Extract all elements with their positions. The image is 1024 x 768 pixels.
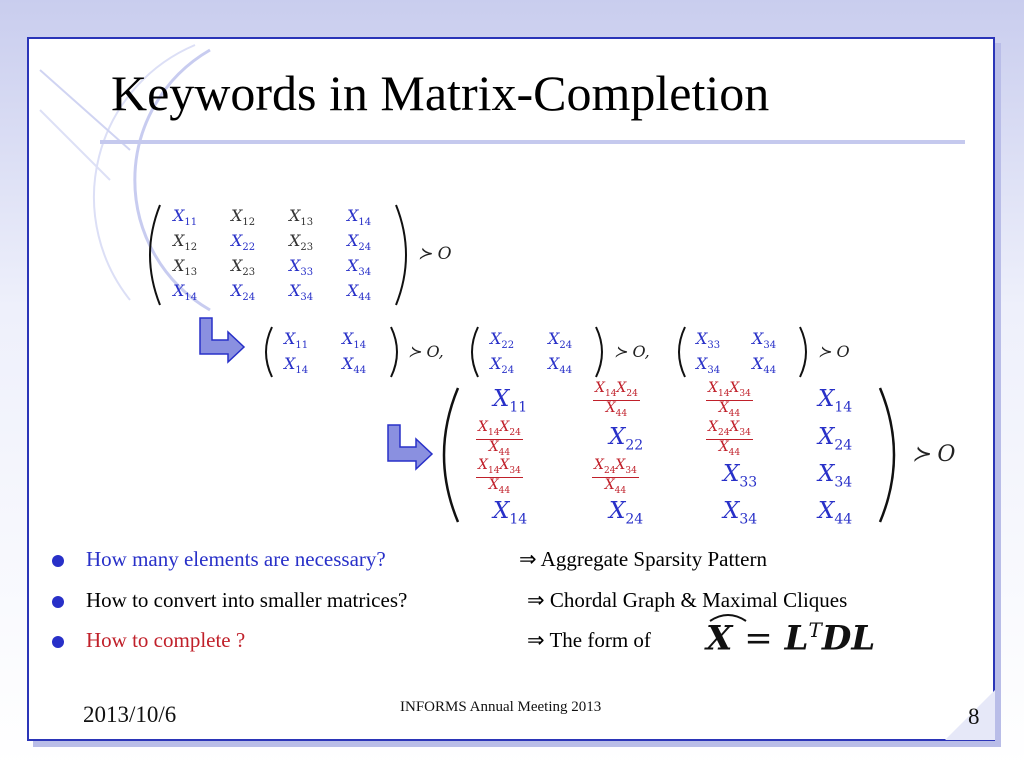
cell-x23-r: $X_{23}$ (231, 256, 256, 279)
sub1-cell: $X_{11}$ (284, 329, 309, 352)
sub3-cell: $X_{34}$ (696, 354, 721, 377)
comp-fraction: $\frac{X_{14}X_{24}}{X_{44}}$ (595, 380, 638, 419)
comp-fraction: $\frac{X_{14}X_{34}}{X_{44}}$ (708, 380, 751, 419)
bullet-dot (52, 636, 64, 648)
sub2-relation: ≻ O, (614, 342, 650, 361)
comp-x11: $X_{11}$ (493, 386, 528, 416)
bullet-question-1: How many elements are necessary? (86, 547, 386, 571)
comp-x22: $X_{22}$ (609, 424, 644, 454)
sub2-cell: $X_{22}$ (490, 329, 515, 352)
full-matrix-relation: ≻ O (418, 244, 452, 264)
sub2-cell: $X_{24}$ (548, 329, 573, 352)
cell-x24-r: $X_{24}$ (231, 281, 256, 304)
cell-x23: $X_{23}$ (289, 231, 314, 254)
cell-x12-r: $X_{12}$ (173, 231, 198, 254)
cell-x11: $X_{11}$ (173, 206, 198, 229)
cell-x34: $X_{34}$ (347, 256, 372, 279)
completed-relation: ≻ O (912, 442, 956, 467)
cell-x34-r: $X_{34}$ (289, 281, 314, 304)
bullet-answer-3: ⇒ The form of (527, 628, 651, 652)
bullet-dot (52, 596, 64, 608)
ldl-formula: $X = L^TDL$ (706, 618, 876, 659)
sub1-relation: ≻ O, (408, 342, 444, 361)
bullet-answer-1: ⇒ Aggregate Sparsity Pattern (519, 547, 767, 571)
cell-x33: $X_{33}$ (289, 256, 314, 279)
slide-title: Keywords in Matrix-Completion (111, 65, 770, 121)
sub3-cell: $X_{34}$ (752, 329, 777, 352)
page-number: 8 (968, 704, 980, 729)
cell-x13-r: $X_{13}$ (173, 256, 198, 279)
comp-fraction: $\frac{X_{24}X_{34}}{X_{44}}$ (708, 419, 751, 458)
bullet-dot (52, 555, 64, 567)
sub1-cell: $X_{44}$ (342, 354, 367, 377)
sub1-cell: $X_{14}$ (284, 354, 309, 377)
bullet-answer-2: ⇒ Chordal Graph & Maximal Cliques (527, 588, 848, 612)
comp-x34: $X_{34}$ (818, 461, 853, 491)
comp-x44: $X_{44}$ (818, 498, 853, 528)
cell-x14-r: $X_{14}$ (173, 281, 198, 304)
comp-x33: $X_{33}$ (723, 461, 758, 491)
footer-date: 2013/10/6 (83, 702, 177, 727)
comp-fraction: $\frac{X_{14}X_{24}}{X_{44}}$ (478, 419, 521, 458)
sub1-cell: $X_{14}$ (342, 329, 367, 352)
sub3-cell: $X_{44}$ (752, 354, 777, 377)
comp-x24: $X_{24}$ (818, 424, 853, 454)
comp-x34-r: $X_{34}$ (723, 498, 758, 528)
cell-x14: $X_{14}$ (347, 206, 372, 229)
bullet-question-2: How to convert into smaller matrices? (86, 588, 408, 612)
cell-x13: $X_{13}$ (289, 206, 314, 229)
comp-x14-r: $X_{14}$ (493, 498, 528, 528)
footer-event: INFORMS Annual Meeting 2013 (400, 699, 602, 715)
comp-fraction: $\frac{X_{24}X_{34}}{X_{44}}$ (594, 457, 637, 496)
comp-x14: $X_{14}$ (818, 386, 853, 416)
sub2-cell: $X_{44}$ (548, 354, 573, 377)
sub2-cell: $X_{24}$ (490, 354, 515, 377)
cell-x44: $X_{44}$ (347, 281, 372, 304)
sub3-relation: ≻ O (818, 342, 850, 361)
cell-x22: $X_{22}$ (231, 231, 256, 254)
cell-x24: $X_{24}$ (347, 231, 372, 254)
sub3-cell: $X_{33}$ (696, 329, 721, 352)
comp-x24-r: $X_{24}$ (609, 498, 644, 528)
bullet-question-3: How to complete ? (86, 628, 246, 652)
cell-x12: $X_{12}$ (231, 206, 256, 229)
comp-fraction: $\frac{X_{14}X_{34}}{X_{44}}$ (478, 457, 521, 496)
